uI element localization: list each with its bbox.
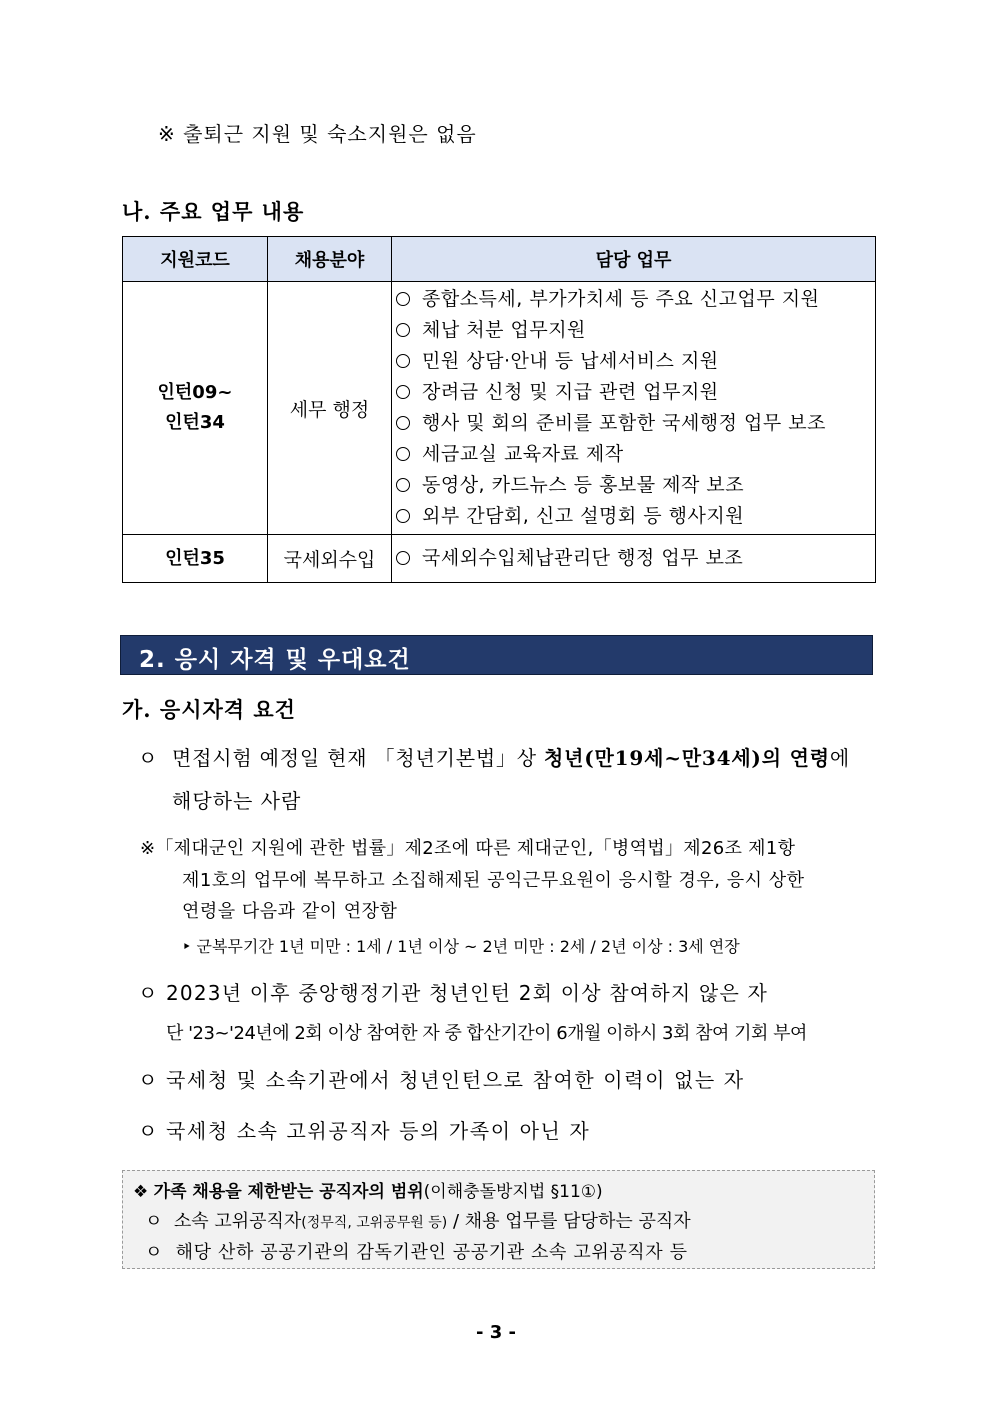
code-cell: 인턴35 xyxy=(123,535,268,583)
military-note-line2: 제1호의 업무에 복무하고 소집해제된 공익근무요원이 응시할 경우, 응시 상한 xyxy=(182,870,805,891)
bullet-marker: ㅇ xyxy=(138,1119,158,1143)
field-cell: 세무 행정 xyxy=(268,282,392,535)
bullet-marker: ㅇ xyxy=(145,1211,163,1232)
section-heading-duties: 나. 주요 업무 내용 xyxy=(122,199,305,224)
circle-bullet-icon xyxy=(396,385,410,399)
box-title: ❖ 가족 채용을 제한받는 공직자의 범위(이해충돌방지법 §11①) xyxy=(133,1182,603,1202)
military-note-line3: 연령을 다음과 같이 연장함 xyxy=(182,901,398,922)
circle-bullet-icon xyxy=(396,323,410,337)
header-field: 채용분야 xyxy=(268,237,392,282)
requirement-prior-participation: 2023년 이후 중앙행정기관 청년인턴 2회 이상 참여하지 않은 자 xyxy=(166,981,769,1005)
requirement-age-line2: 해당하는 사람 xyxy=(172,789,302,813)
circle-bullet-icon xyxy=(396,292,410,306)
circle-bullet-icon xyxy=(396,447,410,461)
circle-bullet-icon xyxy=(396,416,410,430)
bullet-marker: ㅇ xyxy=(138,981,158,1005)
requirement-not-family: 국세청 소속 고위공직자 등의 가족이 아닌 자 xyxy=(166,1119,591,1143)
bullet-marker: ㅇ xyxy=(145,1242,163,1263)
table-row xyxy=(123,535,876,583)
tasks-cell xyxy=(392,282,876,535)
task-item: 동영상, 카드뉴스 등 홍보물 제작 보조 xyxy=(396,470,875,501)
task-item: 체납 처분 업무지원 xyxy=(396,315,875,346)
field-cell: 국세외수입 xyxy=(268,535,392,583)
commute-note: ※ 출퇴근 지원 및 숙소지원은 없음 xyxy=(158,122,477,146)
code-line-2: 인턴34 xyxy=(165,412,225,433)
family-restriction-box xyxy=(122,1170,875,1269)
box-title-bold: 가족 채용을 제한받는 공직자의 범위 xyxy=(153,1182,424,1202)
header-code: 지원코드 xyxy=(123,237,268,282)
table-row xyxy=(123,282,876,535)
header-tasks: 담당 업무 xyxy=(392,237,876,282)
circle-bullet-icon xyxy=(396,478,410,492)
requirement-no-nts-history: 국세청 및 소속기관에서 청년인턴으로 참여한 이력이 없는 자 xyxy=(166,1068,745,1092)
military-note-line1: ※「제대군인 지원에 관한 법률」제2조에 따른 제대군인,「병역법」제26조 제1항 xyxy=(140,838,796,859)
duties-table xyxy=(122,236,876,583)
task-item: 외부 간담회, 신고 설명회 등 행사지원 xyxy=(396,501,875,532)
task-item: 국세외수입체납관리단 행정 업무 보조 xyxy=(396,543,875,574)
requirement-age-bold: 청년(만19세~만34세)의 연령 xyxy=(544,746,830,770)
code-line-1: 인턴09~ xyxy=(157,382,233,403)
page-number: - 3 - xyxy=(476,1322,516,1343)
code-cell xyxy=(123,282,268,535)
task-item: 세금교실 교육자료 제작 xyxy=(396,439,875,470)
requirement-age: 면접시험 예정일 현재 「청년기본법」상 청년(만19세~만34세)의 연령에 xyxy=(172,746,850,770)
task-item: 장려금 신청 및 지급 관련 업무지원 xyxy=(396,377,875,408)
bullet-marker: ㅇ xyxy=(138,1068,158,1092)
section-heading-eligibility: 가. 응시자격 요건 xyxy=(122,697,296,722)
task-item: 행사 및 회의 준비를 포함한 국세행정 업무 보조 xyxy=(396,408,875,439)
circle-bullet-icon xyxy=(396,354,410,368)
bullet-marker: ㅇ xyxy=(138,746,158,770)
requirement-prior-participation-exception: 단 '23~'24년에 2회 이상 참여한 자 중 합산기간이 6개월 이하시 3회 참여 기회 부여 xyxy=(166,1023,807,1044)
section-banner xyxy=(120,635,873,675)
circle-bullet-icon xyxy=(396,509,410,523)
table-header-row xyxy=(123,237,876,282)
box-item: ㅇ 소속 고위공직자(정무직, 고위공무원 등) / 채용 업무를 담당하는 공직자 xyxy=(145,1211,691,1232)
military-extension-detail: ‣ 군복무기간 1년 미만 : 1세 / 1년 이상 ~ 2년 미만 : 2세 / 2년 이상 : 3세 연장 xyxy=(182,937,740,956)
circle-bullet-icon xyxy=(396,551,410,565)
task-item: 종합소득세, 부가가치세 등 주요 신고업무 지원 xyxy=(396,284,875,315)
task-item: 민원 상담·안내 등 납세서비스 지원 xyxy=(396,346,875,377)
section-title: 2. 응시 자격 및 우대요건 xyxy=(139,647,411,673)
diamond-bullet-icon: ❖ xyxy=(133,1182,149,1202)
tasks-cell xyxy=(392,535,876,583)
box-item: ㅇ 해당 산하 공공기관의 감독기관인 공공기관 소속 고위공직자 등 xyxy=(145,1242,688,1263)
